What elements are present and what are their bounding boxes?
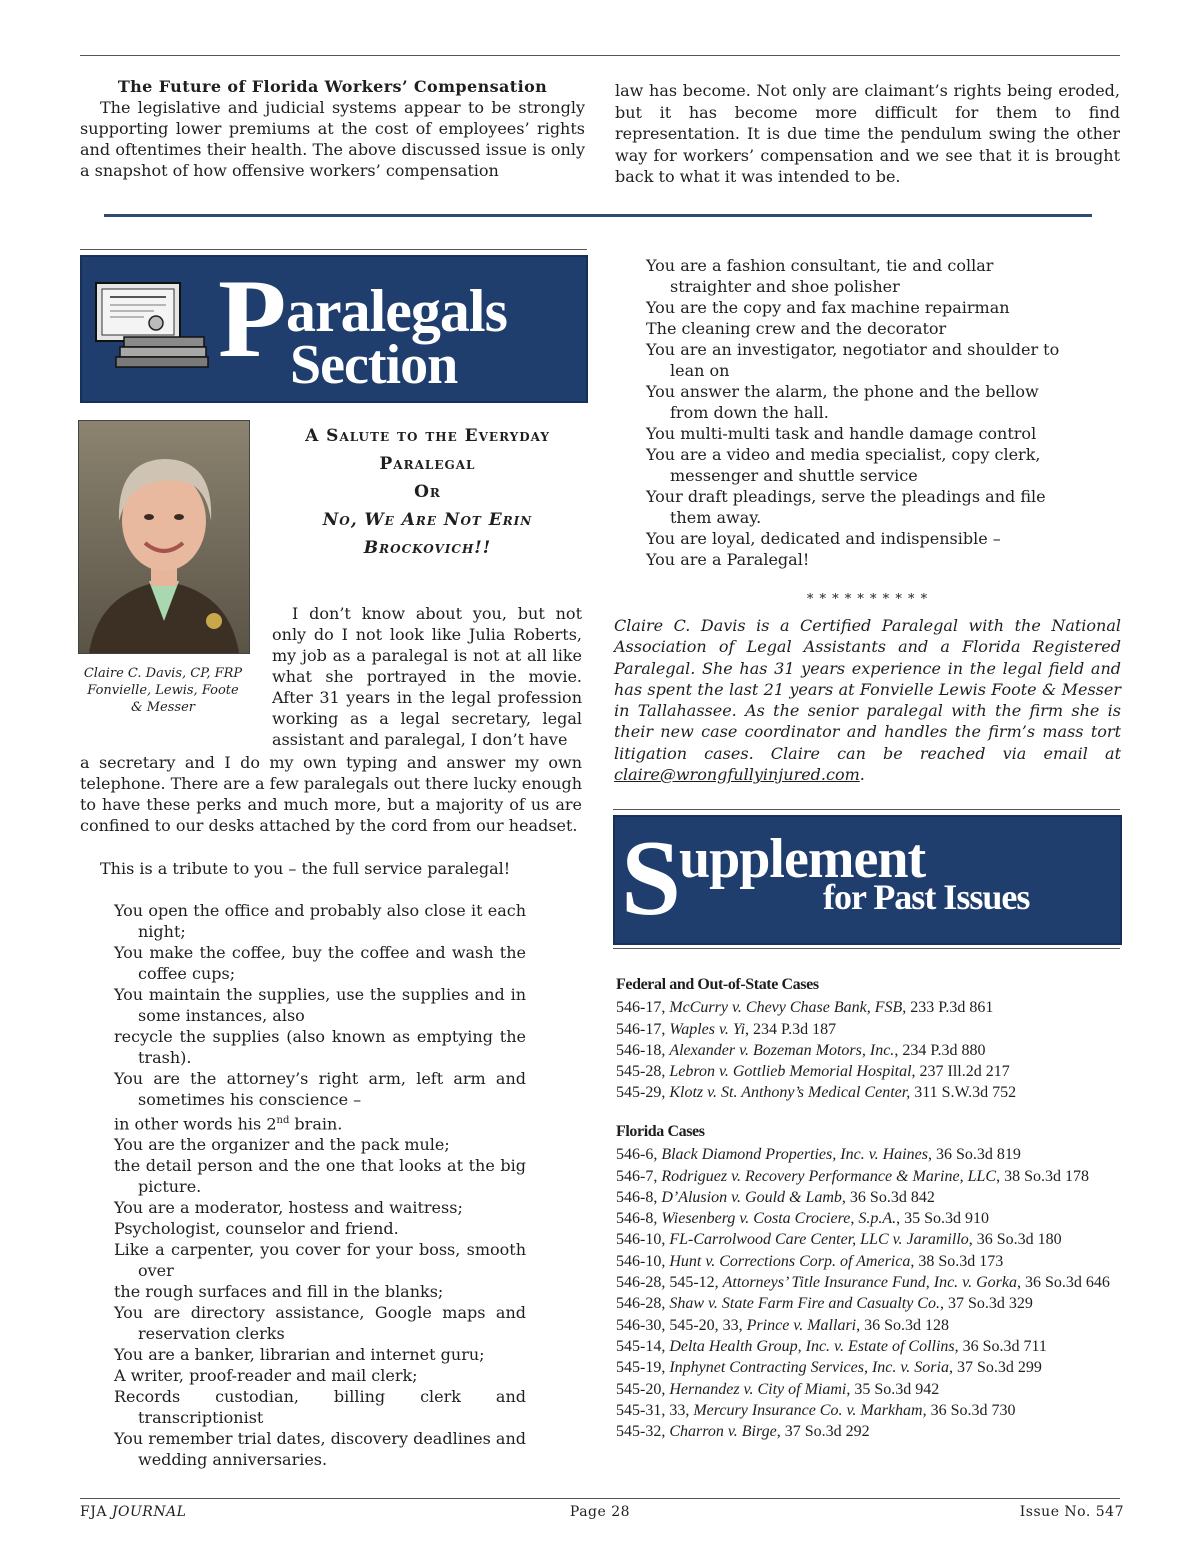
case-citation: , 234 P.3d 187 <box>745 1020 837 1038</box>
case-number: 545-20, <box>616 1380 670 1398</box>
case-name: Inphynet Contracting Services, Inc. v. Soria <box>669 1359 949 1377</box>
case-entry <box>616 997 1124 1018</box>
case-entry <box>616 1400 1124 1421</box>
photo-caption <box>74 665 252 716</box>
poem-line: You multi-multi task and handle damage control <box>646 424 1037 443</box>
case-entry <box>616 1061 1124 1082</box>
poem-line: You are an investigator, negotiator and shoulder to lean on <box>646 340 1060 380</box>
poem-line: the detail person and the one that looks at the big picture. <box>114 1156 526 1197</box>
case-citation: , 234 P.3d 880 <box>894 1041 986 1059</box>
case-number: 546-30, 545-20, 33, <box>616 1316 747 1334</box>
case-name: Attorneys’ Title Insurance Fund, Inc. v. Gorka <box>722 1274 1017 1292</box>
poem-left <box>114 900 526 1470</box>
banner-initial: S <box>621 819 682 938</box>
case-citation: , 36 So.3d 842 <box>841 1188 935 1206</box>
case-citation: , 237 Ill.2d 217 <box>911 1063 1010 1081</box>
case-name: Rodriguez v. Recovery Performance & Marine, LLC <box>661 1167 997 1185</box>
case-entry <box>616 1040 1124 1061</box>
case-citation: , 36 So.3d 128 <box>856 1316 950 1334</box>
poem-line: Records custodian, billing clerk and transcriptionist <box>114 1387 526 1428</box>
case-name: FL-Carrolwood Care Center, LLC v. Jaramillo <box>669 1231 969 1249</box>
poem-line: You are the copy and fax machine repairman <box>646 298 1010 317</box>
case-citation: , 37 So.3d 299 <box>948 1359 1042 1377</box>
case-entry <box>616 1336 1124 1357</box>
case-number: 546-8, <box>616 1188 662 1206</box>
email-link[interactable]: claire@wrongfullyinjured.com <box>614 765 860 785</box>
case-entry <box>616 1421 1124 1442</box>
title-line: No, We Are Not Erin <box>322 510 533 530</box>
case-number: 546-7, <box>616 1167 662 1185</box>
poem-line: Psychologist, counselor and friend. <box>114 1219 399 1239</box>
footer-rule <box>80 1498 1120 1499</box>
title-line: A Salute to the Everyday <box>305 426 550 446</box>
paralegals-section-banner <box>80 255 588 403</box>
poem-line: You remember trial dates, discovery deadlines and wedding anniversaries. <box>114 1429 526 1470</box>
poem-line: You make the coffee, buy the coffee and wash the coffee cups; <box>114 943 526 983</box>
case-name: Wiesenberg v. Costa Crociere, S.p.A. <box>661 1210 897 1228</box>
case-entry <box>616 1082 1124 1103</box>
case-name: Lebron v. Gottlieb Memorial Hospital <box>669 1063 912 1081</box>
case-entry <box>616 1379 1124 1400</box>
footer-page-number: Page 28 <box>569 1504 631 1520</box>
caption-line: Fonvielle, Lewis, Foote <box>87 683 239 698</box>
case-name: Waples v. Yi <box>669 1020 746 1038</box>
case-entry <box>616 1208 1124 1229</box>
top-right-text: law has become. Not only are claimant’s rights being eroded, but it has become more difficult for them to find representation. It is due time the pendulum swing the other way for workers’ compensation and we see that it is brought back to what it was intended to be. <box>615 81 1120 186</box>
poem-line: You are a moderator, hostess and waitress; <box>114 1198 463 1218</box>
poem-line: You are a video and media specialist, copy clerk, messenger and shuttle service <box>646 445 1041 485</box>
footer-issue: Issue No. 547 <box>1019 1504 1124 1520</box>
poem-line: You are the organizer and the pack mule; <box>114 1135 450 1155</box>
supplement-bottom-rule <box>613 948 1120 949</box>
certificate-books-icon <box>94 279 210 369</box>
case-citation: , 36 So.3d 180 <box>968 1231 1062 1249</box>
case-number: 546-10, <box>616 1252 670 1270</box>
case-entry <box>616 1357 1124 1378</box>
bio-end: . <box>859 765 865 785</box>
section-divider <box>104 214 1092 217</box>
poem-line: The cleaning crew and the decorator <box>646 319 947 338</box>
title-line: Paralegal <box>379 454 476 474</box>
poem-line <box>114 1110 526 1134</box>
case-number: 546-28, 545-12, <box>616 1274 723 1292</box>
title-line: Brockovich!! <box>363 538 492 558</box>
case-entry <box>616 1229 1124 1250</box>
case-name: Mercury Insurance Co. v. Markham <box>693 1401 923 1419</box>
case-name: Alexander v. Bozeman Motors, Inc. <box>669 1041 895 1059</box>
case-number: 545-14, <box>616 1337 670 1355</box>
case-entry <box>616 1293 1124 1314</box>
case-entry <box>616 1019 1124 1040</box>
journal-name-italic: JOURNAL <box>111 1504 187 1520</box>
case-number: 545-31, 33, <box>616 1401 694 1419</box>
case-entry <box>616 1187 1124 1208</box>
case-name: Black Diamond Properties, Inc. v. Haines <box>661 1146 928 1164</box>
banner-initial: P <box>218 257 287 381</box>
case-number: 545-29, <box>616 1084 670 1102</box>
florida-cases <box>616 1121 1124 1442</box>
banner-line-2: Section <box>290 334 458 396</box>
cases-heading: Florida Cases <box>616 1123 705 1140</box>
case-name: Prince v. Mallari <box>746 1316 857 1334</box>
poem-line: You are a Paralegal! <box>646 550 810 569</box>
banner-line-2: for Past Issues <box>823 877 1030 917</box>
case-name: Klotz v. St. Anthony’s Medical Center, <box>669 1084 911 1102</box>
author-photo <box>78 420 250 654</box>
case-number: 545-28, <box>616 1063 670 1081</box>
poem-line: the rough surfaces and fill in the blanks; <box>114 1282 444 1302</box>
case-number: 546-17, <box>616 999 670 1017</box>
case-number: 546-10, <box>616 1231 670 1249</box>
case-citation: , 35 So.3d 942 <box>846 1380 940 1398</box>
author-bio <box>614 615 1121 785</box>
case-name: Charron v. Birge <box>669 1423 777 1441</box>
poem-line: You are loyal, dedicated and indispensible – <box>646 529 1001 548</box>
caption-line: & Messer <box>131 700 195 715</box>
poem-line: You maintain the supplies, use the supplies and in some instances, also <box>114 985 526 1025</box>
bio-text: Claire C. Davis is a Certified Paralegal with the National Association of Legal Assistants and a Florida Registered Paralegal. She has 31 years experience in the legal field and has spent the last 21 years at Fonvielle Lewis Foote & Messer in Tallahassee. As the senior paralegal with the firm she is their new case coordinator and handles the firm’s mass tort litigation cases. Claire can be reached via email at <box>614 616 1121 763</box>
case-list <box>616 1144 1124 1442</box>
journal-name: FJA <box>80 1504 112 1520</box>
case-citation: 311 S.W.3d 752 <box>910 1084 1017 1102</box>
case-entry <box>616 1315 1124 1336</box>
case-list <box>616 997 1124 1103</box>
article-paragraph-1a: I don’t know about you, but not only do I not look like Julia Roberts, my job as a paralegal is not at all like what she portrayed in the movie. After 31 years in the legal profession working as a legal secretary, legal assistant and paralegal, I don’t have <box>272 604 582 749</box>
poem-line: You answer the alarm, the phone and the bellow from down the hall. <box>646 382 1039 422</box>
cases-heading: Federal and Out-of-State Cases <box>616 976 819 993</box>
case-citation: , 38 So.3d 173 <box>910 1252 1004 1270</box>
supplement-banner <box>613 815 1122 945</box>
case-entry <box>616 1272 1124 1293</box>
poem-line: You open the office and probably also close it each night; <box>114 901 526 941</box>
case-name: Shaw v. State Farm Fire and Casualty Co. <box>669 1295 940 1313</box>
case-name: D’Alusion v. Gould & Lamb <box>661 1188 842 1206</box>
poem-line: You are a fashion consultant, tie and collar straighter and shoe polisher <box>646 256 994 296</box>
poem-line: A writer, proof-reader and mail clerk; <box>114 1366 418 1386</box>
article-paragraph-1b: a secretary and I do my own typing and answer my own telephone. There are a few paralegals out there lucky enough to have these perks and much more, but a majority of us are confined to our desks attached by the cord from our headset. <box>80 753 582 835</box>
caption-line: Claire C. Davis, CP, FRP <box>83 666 243 681</box>
case-name: Delta Health Group, Inc. v. Estate of Collins <box>669 1337 955 1355</box>
case-citation: , 36 So.3d 819 <box>927 1146 1021 1164</box>
poem-line: Like a carpenter, you cover for your boss, smooth over <box>114 1240 526 1281</box>
poem-right <box>646 255 1076 570</box>
case-name: Hunt v. Corrections Corp. of America <box>669 1252 911 1270</box>
superscript: nd <box>276 1115 290 1126</box>
banner-line-1: aralegals <box>286 278 507 344</box>
case-citation: , 36 So.3d 711 <box>954 1337 1047 1355</box>
case-number: 546-8, <box>616 1210 662 1228</box>
case-citation: , 37 So.3d 329 <box>939 1295 1033 1313</box>
separator-stars: * * * * * * * * * * <box>806 592 929 607</box>
case-citation: , 233 P.3d 861 <box>902 999 994 1017</box>
article-title <box>270 422 585 562</box>
poem-line: recycle the supplies (also known as emptying the trash). <box>114 1027 526 1067</box>
poem-text: brain. <box>289 1114 343 1134</box>
poem-text: in other words his 2 <box>114 1114 277 1134</box>
case-citation: , 38 So.3d 178 <box>996 1167 1089 1185</box>
case-citation: , 36 So.3d 730 <box>922 1401 1016 1419</box>
case-number: 546-6, <box>616 1146 662 1164</box>
case-citation: , 37 So.3d 292 <box>776 1423 870 1441</box>
case-name: McCurry v. Chevy Chase Bank, FSB <box>669 999 903 1017</box>
poem-line: You are a banker, librarian and internet guru; <box>114 1345 485 1365</box>
case-number: 546-17, <box>616 1020 670 1038</box>
case-name: Hernandez v. City of Miami <box>669 1380 847 1398</box>
case-number: 546-18, <box>616 1041 670 1059</box>
poem-line: You are the attorney’s right arm, left arm and sometimes his conscience – <box>114 1069 526 1109</box>
case-citation: , 36 So.3d 646 <box>1016 1274 1110 1292</box>
portrait-image <box>79 421 249 653</box>
federal-cases <box>616 974 1124 1104</box>
section-heading: The Future of Florida Workers’ Compensation <box>117 77 548 96</box>
case-number: 545-32, <box>616 1423 670 1441</box>
case-entry <box>616 1166 1124 1187</box>
poem-line: Your draft pleadings, serve the pleadings and file them away. <box>646 487 1046 527</box>
article-paragraph-2: This is a tribute to you – the full service paralegal! <box>100 859 511 878</box>
banner-line-1: upplement <box>679 828 926 890</box>
top-right-column <box>615 80 1120 188</box>
case-entry <box>616 1144 1124 1165</box>
case-citation: , 35 So.3d 910 <box>896 1210 990 1228</box>
top-left-text: The legislative and judicial systems appear to be strongly supporting lower premiums at the cost of employees’ rights and oftentimes their health. The above discussed issue is only a snapshot of how offensive workers’ compensation <box>80 98 585 180</box>
banner-top-rule <box>80 249 587 250</box>
supplement-top-rule <box>613 809 1120 810</box>
poem-line: You are directory assistance, Google maps and reservation clerks <box>114 1303 526 1344</box>
case-entry <box>616 1251 1124 1272</box>
top-rule <box>80 55 1120 56</box>
title-line: Or <box>414 482 441 502</box>
top-left-column <box>80 76 585 181</box>
case-number: 545-19, <box>616 1359 670 1377</box>
case-number: 546-28, <box>616 1295 670 1313</box>
footer-journal <box>80 1504 186 1520</box>
